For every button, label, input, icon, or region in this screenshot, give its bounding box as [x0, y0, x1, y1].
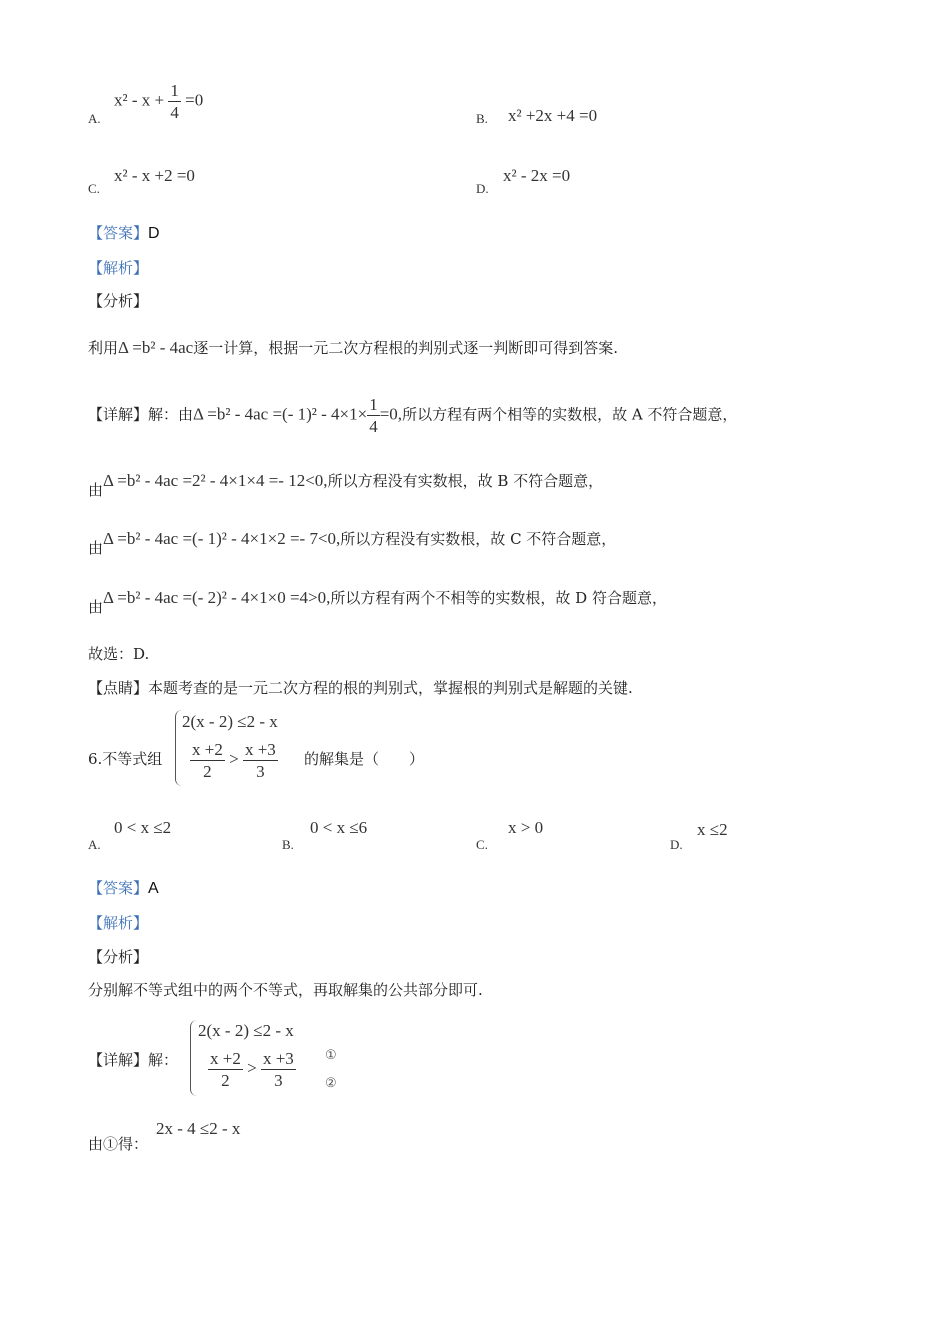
circle-number-1: ①	[325, 1048, 337, 1063]
q6-stem-pre: 6.不等式组	[88, 750, 163, 768]
brace-shape	[190, 1020, 197, 1096]
q6-option-a[interactable]: A.	[88, 837, 101, 852]
q6-option-d-expr: x ≤2	[697, 820, 728, 839]
q5-fenxi-tag: 【分析】	[88, 292, 149, 310]
q6-detail-line2: $\frac{x +2}{2}$ > $\frac{x +3}{3}$	[210, 1049, 294, 1090]
q5-detail-a: 【详解】解：由Δ =b² - 4ac =(- 1)² - 4×1× $\frac{1}{4}$ =0,所以方程有两个相等的实数根，故 A 不符合题意，	[88, 395, 738, 436]
q6-detail-line1: 2(x - 2) ≤2 - x	[198, 1021, 294, 1040]
q6-option-b-expr: 0 < x ≤6	[310, 818, 368, 837]
q5-option-b[interactable]: B.	[476, 111, 488, 126]
q5-choose: 故选：D.	[88, 645, 150, 663]
q5-dianjing: 【点睛】本题考查的是一元二次方程的根的判别式，掌握根的判别式是解题的关键.	[88, 679, 633, 697]
fraction: $\frac{1}{4}$	[369, 395, 378, 436]
q6-system-line1: 2(x - 2) ≤2 - x	[182, 712, 278, 731]
brace-shape	[175, 710, 182, 786]
fraction: $\frac{x +3}{3}$	[244, 740, 276, 781]
q6-from1: 由①得：	[88, 1135, 149, 1153]
q5-detail-d: 由Δ =b² - 4ac =(- 2)² - 4×1×0 =4>0,所以方程有两个不相等的实数根，故 D 符合题意，	[88, 588, 667, 616]
q6-system-line2: $\frac{x +2}{2}$ > $\frac{x +3}{3}$	[192, 740, 276, 781]
q6-stem-post: 的解集是（ ）	[304, 750, 425, 768]
q5-option-a[interactable]: A.	[88, 111, 101, 126]
q5-option-d-expr: x² - 2x =0	[503, 166, 571, 185]
q6-option-d[interactable]: D.	[670, 837, 683, 852]
circle-number-2: ②	[325, 1076, 337, 1091]
q5-analysis-tag: 【解析】	[88, 259, 149, 277]
q6-answer-line: 【答案】A	[88, 879, 159, 897]
fraction: $\frac{x +2}{2}$	[192, 740, 223, 781]
q5-option-c-expr: x² - x +2 =0	[114, 166, 195, 185]
q6-step1: 2x - 4 ≤2 - x	[156, 1119, 241, 1138]
q5-fenxi-text: 利用Δ =b² - 4ac逐一计算，根据一元二次方程根的判别式逐一判断即可得到答案.	[88, 338, 618, 357]
q6-option-c[interactable]: C.	[476, 837, 488, 852]
q6-fenxi-text: 分别解不等式组中的两个不等式，再取解集的公共部分即可.	[88, 981, 483, 999]
q5-answer-line: 【答案】D	[88, 224, 160, 242]
q5-option-b-expr: x² +2x +4 =0	[508, 106, 598, 125]
q5-option-d[interactable]: D.	[476, 181, 489, 196]
q5-option-a-expr: x² - x + $\frac{1}{4}$ =0	[114, 81, 204, 122]
q6-fenxi-tag: 【分析】	[88, 948, 149, 966]
q6-option-a-expr: 0 < x ≤2	[114, 818, 172, 837]
fraction: $\frac{x +3}{3}$	[262, 1049, 294, 1090]
q6-option-c-expr: x > 0	[508, 818, 544, 837]
q5-detail-b: 由Δ =b² - 4ac =2² - 4×1×4 =- 12<0,所以方程没有实数根，故 B 不符合题意，	[88, 471, 604, 499]
fraction: $\frac{1}{4}$	[170, 81, 179, 122]
q6-analysis-tag: 【解析】	[88, 914, 149, 932]
fraction: $\frac{x +2}{2}$	[210, 1049, 241, 1090]
q6-detail-intro: 【详解】解：	[88, 1051, 179, 1069]
q5-option-c[interactable]: C.	[88, 181, 100, 196]
q5-detail-c: 由Δ =b² - 4ac =(- 1)² - 4×1×2 =- 7<0,所以方程没有实数根，故 C 不符合题意，	[88, 529, 617, 557]
q6-option-b[interactable]: B.	[282, 837, 294, 852]
